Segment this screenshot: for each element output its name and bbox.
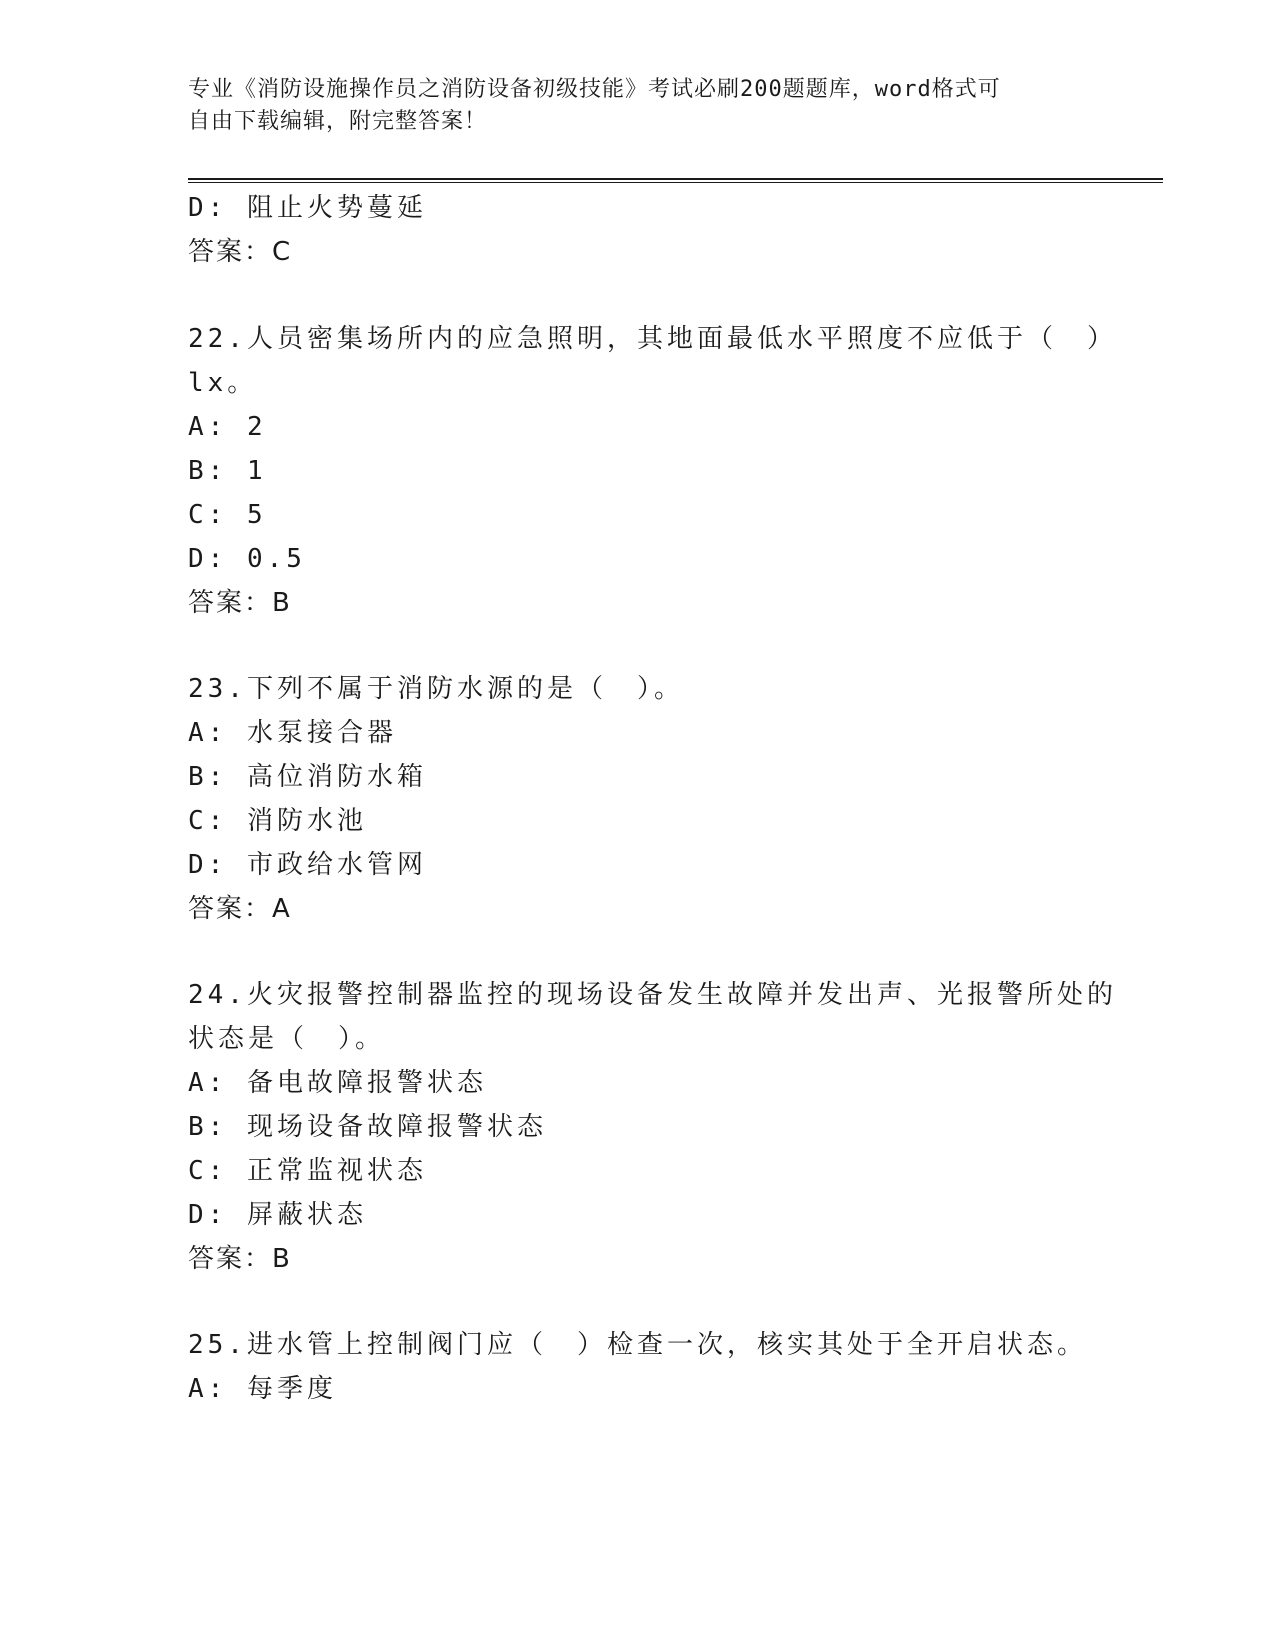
option-a: A: 2 (188, 412, 267, 442)
question-stem-continued: 状态是（ ）。 (188, 1024, 386, 1054)
answer: 答案：C (188, 237, 293, 267)
option-c: C: 正常监视状态 (188, 1156, 427, 1186)
option-c: C: 5 (188, 500, 267, 530)
question-stem: 23.下列不属于消防水源的是（ ）。 (188, 674, 684, 704)
option-c: C: 消防水池 (188, 806, 367, 836)
answer: 答案：B (188, 1244, 292, 1274)
header-divider (188, 178, 1163, 183)
option-b: B: 高位消防水箱 (188, 762, 427, 792)
question-stem: 25.进水管上控制阀门应（ ）检查一次，核实其处于全开启状态。 (188, 1330, 1087, 1360)
question-stem: 24.火灾报警控制器监控的现场设备发生故障并发出声、光报警所处的 (188, 980, 1117, 1010)
answer: 答案：A (188, 894, 292, 924)
question-stem: 22.人员密集场所内的应急照明，其地面最低水平照度不应低于（ ） (188, 324, 1117, 354)
option-a: A: 备电故障报警状态 (188, 1068, 487, 1098)
answer: 答案：B (188, 588, 292, 618)
header-title-line-2: 自由下载编辑，附完整答案！ (188, 109, 488, 134)
option-a: A: 水泵接合器 (188, 718, 397, 748)
option-b: B: 1 (188, 456, 267, 486)
option-d: D: 屏蔽状态 (188, 1200, 367, 1230)
header-title-line-1: 专业《消防设施操作员之消防设备初级技能》考试必刷200题题库，word格式可 (188, 77, 1001, 102)
option-d: D: 市政给水管网 (188, 850, 427, 880)
question-stem-continued: lx。 (188, 368, 258, 398)
option-d: D: 阻止火势蔓延 (188, 193, 427, 223)
option-b: B: 现场设备故障报警状态 (188, 1112, 547, 1142)
option-a: A: 每季度 (188, 1374, 337, 1404)
document-header (188, 74, 1088, 138)
option-d: D: 0.5 (188, 544, 306, 574)
